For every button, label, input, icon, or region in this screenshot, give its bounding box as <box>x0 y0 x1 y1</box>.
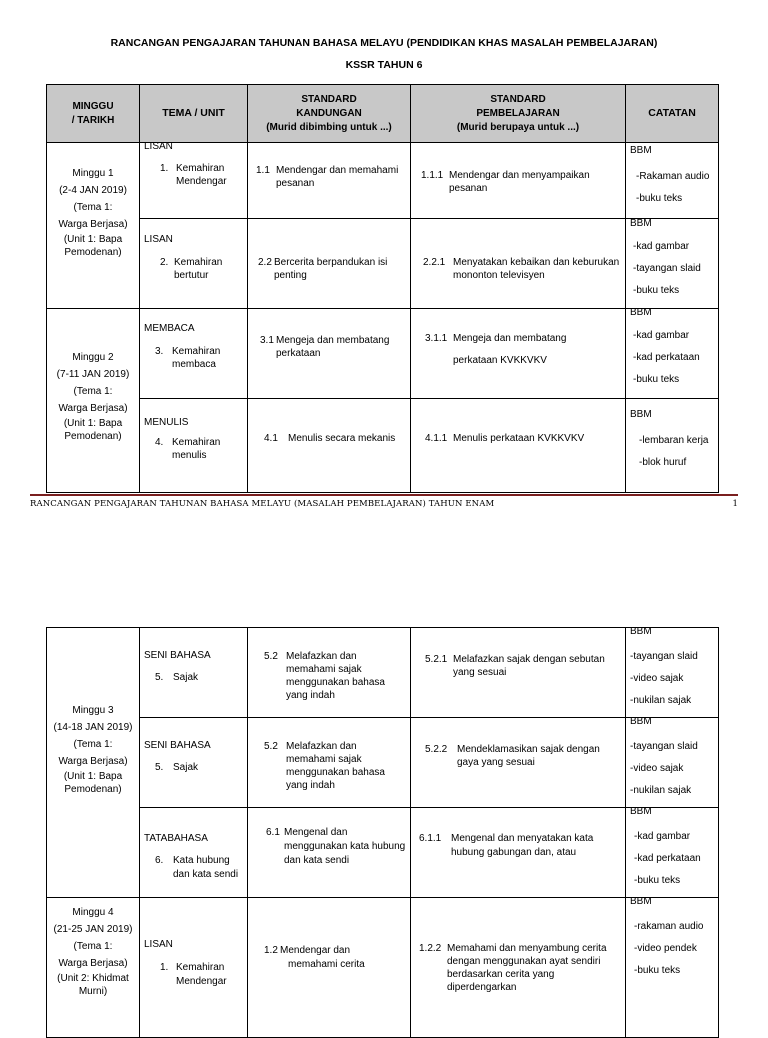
header-tema: TEMA / UNIT <box>140 85 248 143</box>
header-standard-pembelajaran: STANDARD PEMBELAJARAN (Murid berupaya untuk ...) <box>411 85 626 143</box>
tema-cell: LISAN 2. Kemahiran bertutur <box>140 219 248 309</box>
tema-cell: TATABAHASA 6. Kata hubung dan kata sendi <box>140 808 248 898</box>
standard-kandungan-cell: 2.2 Bercerita berpandukan isi penting <box>248 219 411 309</box>
header-catatan: CATATAN <box>626 85 719 143</box>
week-cell: Minggu 4 (21-25 JAN 2019) (Tema 1: Warga Berjasa) (Unit 2: Khidmat Murni) <box>47 898 140 1038</box>
week-cell: Minggu 3 (14-18 JAN 2019) (Tema 1: Warga Berjasa) (Unit 1: Bapa Pemodenan) <box>47 628 140 898</box>
catatan-cell: BBM -tayangan slaid -video sajak -nukilan sajak <box>626 718 719 808</box>
standard-pembelajaran-cell: 1.2.2 Memahami dan menyambung cerita dengan menggunakan ayat sendiri berdasarkan cerita yang diperdengarkan <box>411 898 626 1038</box>
week-cell: Minggu 1 (2-4 JAN 2019) (Tema 1: Warga Berjasa) (Unit 1: Bapa Pemodenan) <box>47 143 140 309</box>
catatan-cell: BBM -lembaran kerja -blok huruf <box>626 399 719 493</box>
tema-cell: SENI BAHASA 5. Sajak <box>140 718 248 808</box>
footer-rule <box>30 494 738 496</box>
standard-kandungan-cell: 5.2 Melafazkan dan memahami sajak menggunakan bahasa yang indah <box>248 628 411 718</box>
catatan-cell: BBM -kad gambar -tayangan slaid -buku teks <box>626 219 719 309</box>
week-cell: Minggu 2 (7-11 JAN 2019) (Tema 1: Warga Berjasa) (Unit 1: Bapa Pemodenan) <box>47 309 140 493</box>
standard-kandungan-cell: 1.1 Mendengar dan memahami pesanan <box>248 143 411 219</box>
catatan-cell: BBM -rakaman audio -video pendek -buku teks <box>626 898 719 1038</box>
standard-pembelajaran-cell: 3.1.1 Mengeja dan membatang perkataan KVKKVKV <box>411 309 626 399</box>
standard-pembelajaran-cell: 5.2.1 Melafazkan sajak dengan sebutan yang sesuai <box>411 628 626 718</box>
tema-cell: SENI BAHASA 5. Sajak <box>140 628 248 718</box>
standard-pembelajaran-cell: 1.1.1 Mendengar dan menyampaikan pesanan <box>411 143 626 219</box>
standard-kandungan-cell: 4.1 Menulis secara mekanis <box>248 399 411 493</box>
header-standard-kandungan: STANDARD KANDUNGAN (Murid dibimbing untuk ...) <box>248 85 411 143</box>
document-title: RANCANGAN PENGAJARAN TAHUNAN BAHASA MELAYU (PENDIDIKAN KHAS MASALAH PEMBELAJARAN) <box>110 37 658 49</box>
standard-pembelajaran-cell: 4.1.1 Menulis perkataan KVKKVKV <box>411 399 626 493</box>
catatan-cell: BBM -kad gambar -kad perkataan -buku teks <box>626 309 719 399</box>
standard-kandungan-cell: 1.2 Mendengar dan memahami cerita <box>248 898 411 1038</box>
standard-kandungan-cell: 3.1 Mengeja dan membatang perkataan <box>248 309 411 399</box>
standard-kandungan-cell: 6.1 Mengenal dan menggunakan kata hubung dan kata sendi <box>248 808 411 898</box>
tema-cell: LISAN 1. Kemahiran Mendengar <box>140 143 248 219</box>
table-row <box>47 399 719 493</box>
page-footer <box>30 499 738 509</box>
plan-table-page-1 <box>46 84 719 493</box>
standard-pembelajaran-cell: 6.1.1 Mengenal dan menyatakan kata hubung gabungan dan, atau <box>411 808 626 898</box>
table-header-row <box>47 85 719 143</box>
tema-cell: MEMBACA 3. Kemahiran membaca <box>140 309 248 399</box>
page-number: 1 <box>732 499 738 509</box>
table-row <box>47 718 719 808</box>
table-row <box>47 219 719 309</box>
standard-pembelajaran-cell: 5.2.2 Mendeklamasikan sajak dengan gaya yang sesuai <box>411 718 626 808</box>
table-row <box>47 309 719 399</box>
document-subtitle: KSSR TAHUN 6 <box>345 59 423 71</box>
tema-cell: LISAN 1. Kemahiran Mendengar <box>140 898 248 1038</box>
catatan-cell: BBM -kad gambar -kad perkataan -buku teks <box>626 808 719 898</box>
catatan-cell: BBM -tayangan slaid -video sajak -nukilan sajak <box>626 628 719 718</box>
standard-pembelajaran-cell: 2.2.1 Menyatakan kebaikan dan keburukan mononton televisyen <box>411 219 626 309</box>
table-row <box>47 143 719 219</box>
tema-cell: MENULIS 4. Kemahiran menulis <box>140 399 248 493</box>
header-minggu: MINGGU / TARIKH <box>47 85 140 143</box>
table-row <box>47 898 719 1038</box>
table-row <box>47 628 719 718</box>
standard-kandungan-cell: 5.2 Melafazkan dan memahami sajak menggunakan bahasa yang indah <box>248 718 411 808</box>
table-row <box>47 808 719 898</box>
catatan-cell: BBM -Rakaman audio -buku teks <box>626 143 719 219</box>
plan-table-page-2 <box>46 627 719 1038</box>
footer-text: RANCANGAN PENGAJARAN TAHUNAN BAHASA MELAYU (MASALAH PEMBELAJARAN) TAHUN ENAM <box>30 499 495 509</box>
